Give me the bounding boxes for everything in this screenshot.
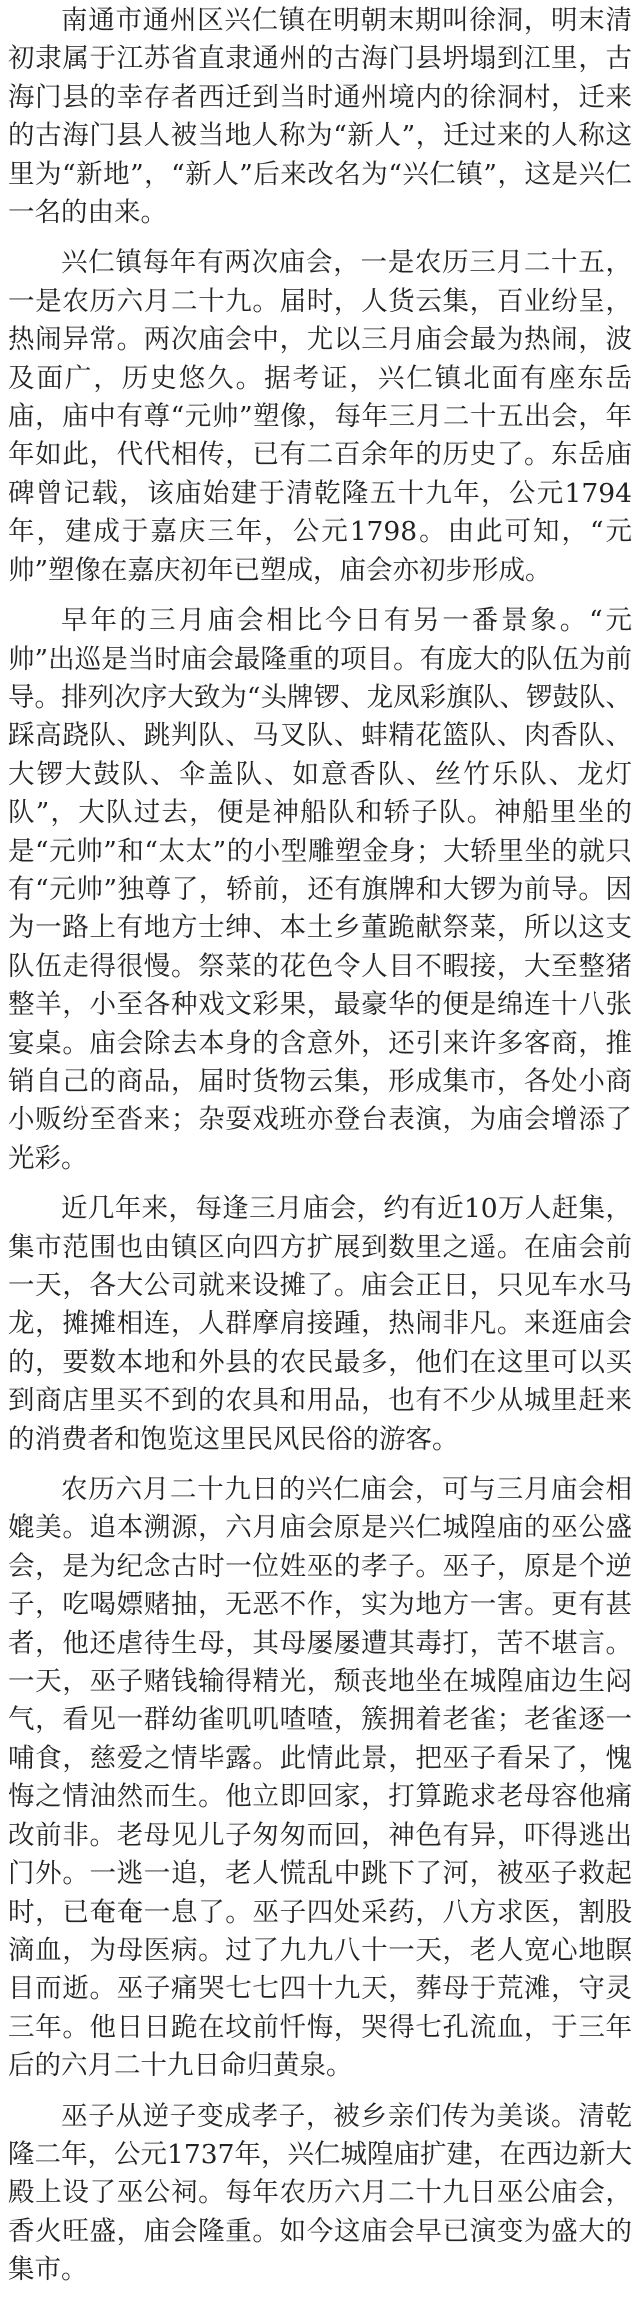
paragraph-june-fair-legend: 农历六月二十九日的兴仁庙会，可与三月庙会相媲美。追本溯源，六月庙会原是兴仁城隍庙的巫公盛会，是为纪念古时一位姓巫的孝子。巫子，原是个逆子，吃喝嫖赌抽，无恶不作，实为地方一害。更有甚者，他还虐待生母，其母屡屡遭其毒打，苦不堪言。一天，巫子赌钱输得精光，颓丧地坐在城隍庙边生闷气，看见一群幼雀叽叽喳喳，簇拥着老雀；老雀逐一哺食，慈爱之情毕露。此情此景，把巫子看呆了，愧悔之情油然而生。他立即回家，打算跪求老母容他痛改前非。老母见儿子匆匆而回，神色有异，吓得逃出门外。一逃一追，老人慌乱中跳下了河，被巫子救起时，已奄奄一息了。巫子四处采药，八方求医，割股滴血，为母医病。过了九九八十一天，老人宽心地瞑目而逝。巫子痛哭七七四十九天，葬母于荒滩，守灵三年。他日日跪在坟前忏悔，哭得七孔流血，于三年后的六月二十九日命归黄泉。 xyxy=(8,1474,632,2082)
paragraph-xingren-origin: 南通市通州区兴仁镇在明朝末期叫徐洞，明末清初隶属于江苏省直隶通州的古海门县坍塌到江里，古海门县的幸存者西迁到当时通州境内的徐洞村，迁来的古海门县人被当地人称为“新人”，迁过来的人称这里为“新地”，“新人”后来改名为“兴仁镇”，这是兴仁一名的由来。 xyxy=(8,5,632,229)
paragraph-march-fair-today: 近几年来，每逢三月庙会，约有近10万人赶集，集市范围也由镇区向四方扩展到数里之遥。在庙会前一天，各大公司就来设摊了。庙会正日，只见车水马龙，摊摊相连，人群摩肩接踵，热闹非凡。来逛庙会的，要数本地和外县的农民最多，他们在这里可以买到商店里买不到的农具和用品，也有不少从城里赶来的消费者和饱览这里民风民俗的游客。 xyxy=(8,1193,632,1455)
paragraph-wu-gong-shrine: 巫子从逆子变成孝子，被乡亲们传为美谈。清乾隆二年，公元1737年，兴仁城隍庙扩建，在西边新大殿上设了巫公祠。每年农历六月二十九日巫公庙会，香火旺盛，庙会隆重。如今这庙会早已演变为盛大的集市。 xyxy=(8,2100,632,2286)
paragraph-temple-fairs: 兴仁镇每年有两次庙会，一是农历三月二十五，一是农历六月二十九。届时，人货云集，百业纷呈，热闹异常。两次庙会中，尤以三月庙会最为热闹，波及面广，历史悠久。据考证，兴仁镇北面有座东岳庙，庙中有尊“元帅”塑像，每年三月二十五出会，年年如此，代代相传，已有二百余年的历史了。东岳庙碑曾记载，该庙始建于清乾隆五十九年，公元1794年，建成于嘉庆三年，公元1798。由此可知，“元帅”塑像在嘉庆初年已塑成，庙会亦初步形成。 xyxy=(8,247,632,586)
paragraph-march-fair-history: 早年的三月庙会相比今日有另一番景象。“元帅”出巡是当时庙会最隆重的项目。有庞大的队伍为前导。排列次序大致为“头牌锣、龙凤彩旗队、锣鼓队、踩高跷队、跳判队、马叉队、蚌精花篮队、肉香队、大锣大鼓队、伞盖队、如意香队、丝竹乐队、龙灯队”，大队过去，便是神船队和轿子队。神船里坐的是“元帅”和“太太”的小型雕塑金身；大轿里坐的就只有“元帅”独尊了，轿前，还有旗牌和大锣为前导。因为一路上有地方士绅、本土乡董跪献祭菜，所以这支队伍走得很慢。祭菜的花色令人目不暇接，大至整猪整羊，小至各种戏文彩果，最豪华的便是绵连十八张宴桌。庙会除去本身的含意外，还引来许多客商，推销自己的商品，届时货物云集，形成集市，各处小商小贩纷至沓来；杂耍戏班亦登台表演，为庙会增添了光彩。 xyxy=(8,605,632,1174)
